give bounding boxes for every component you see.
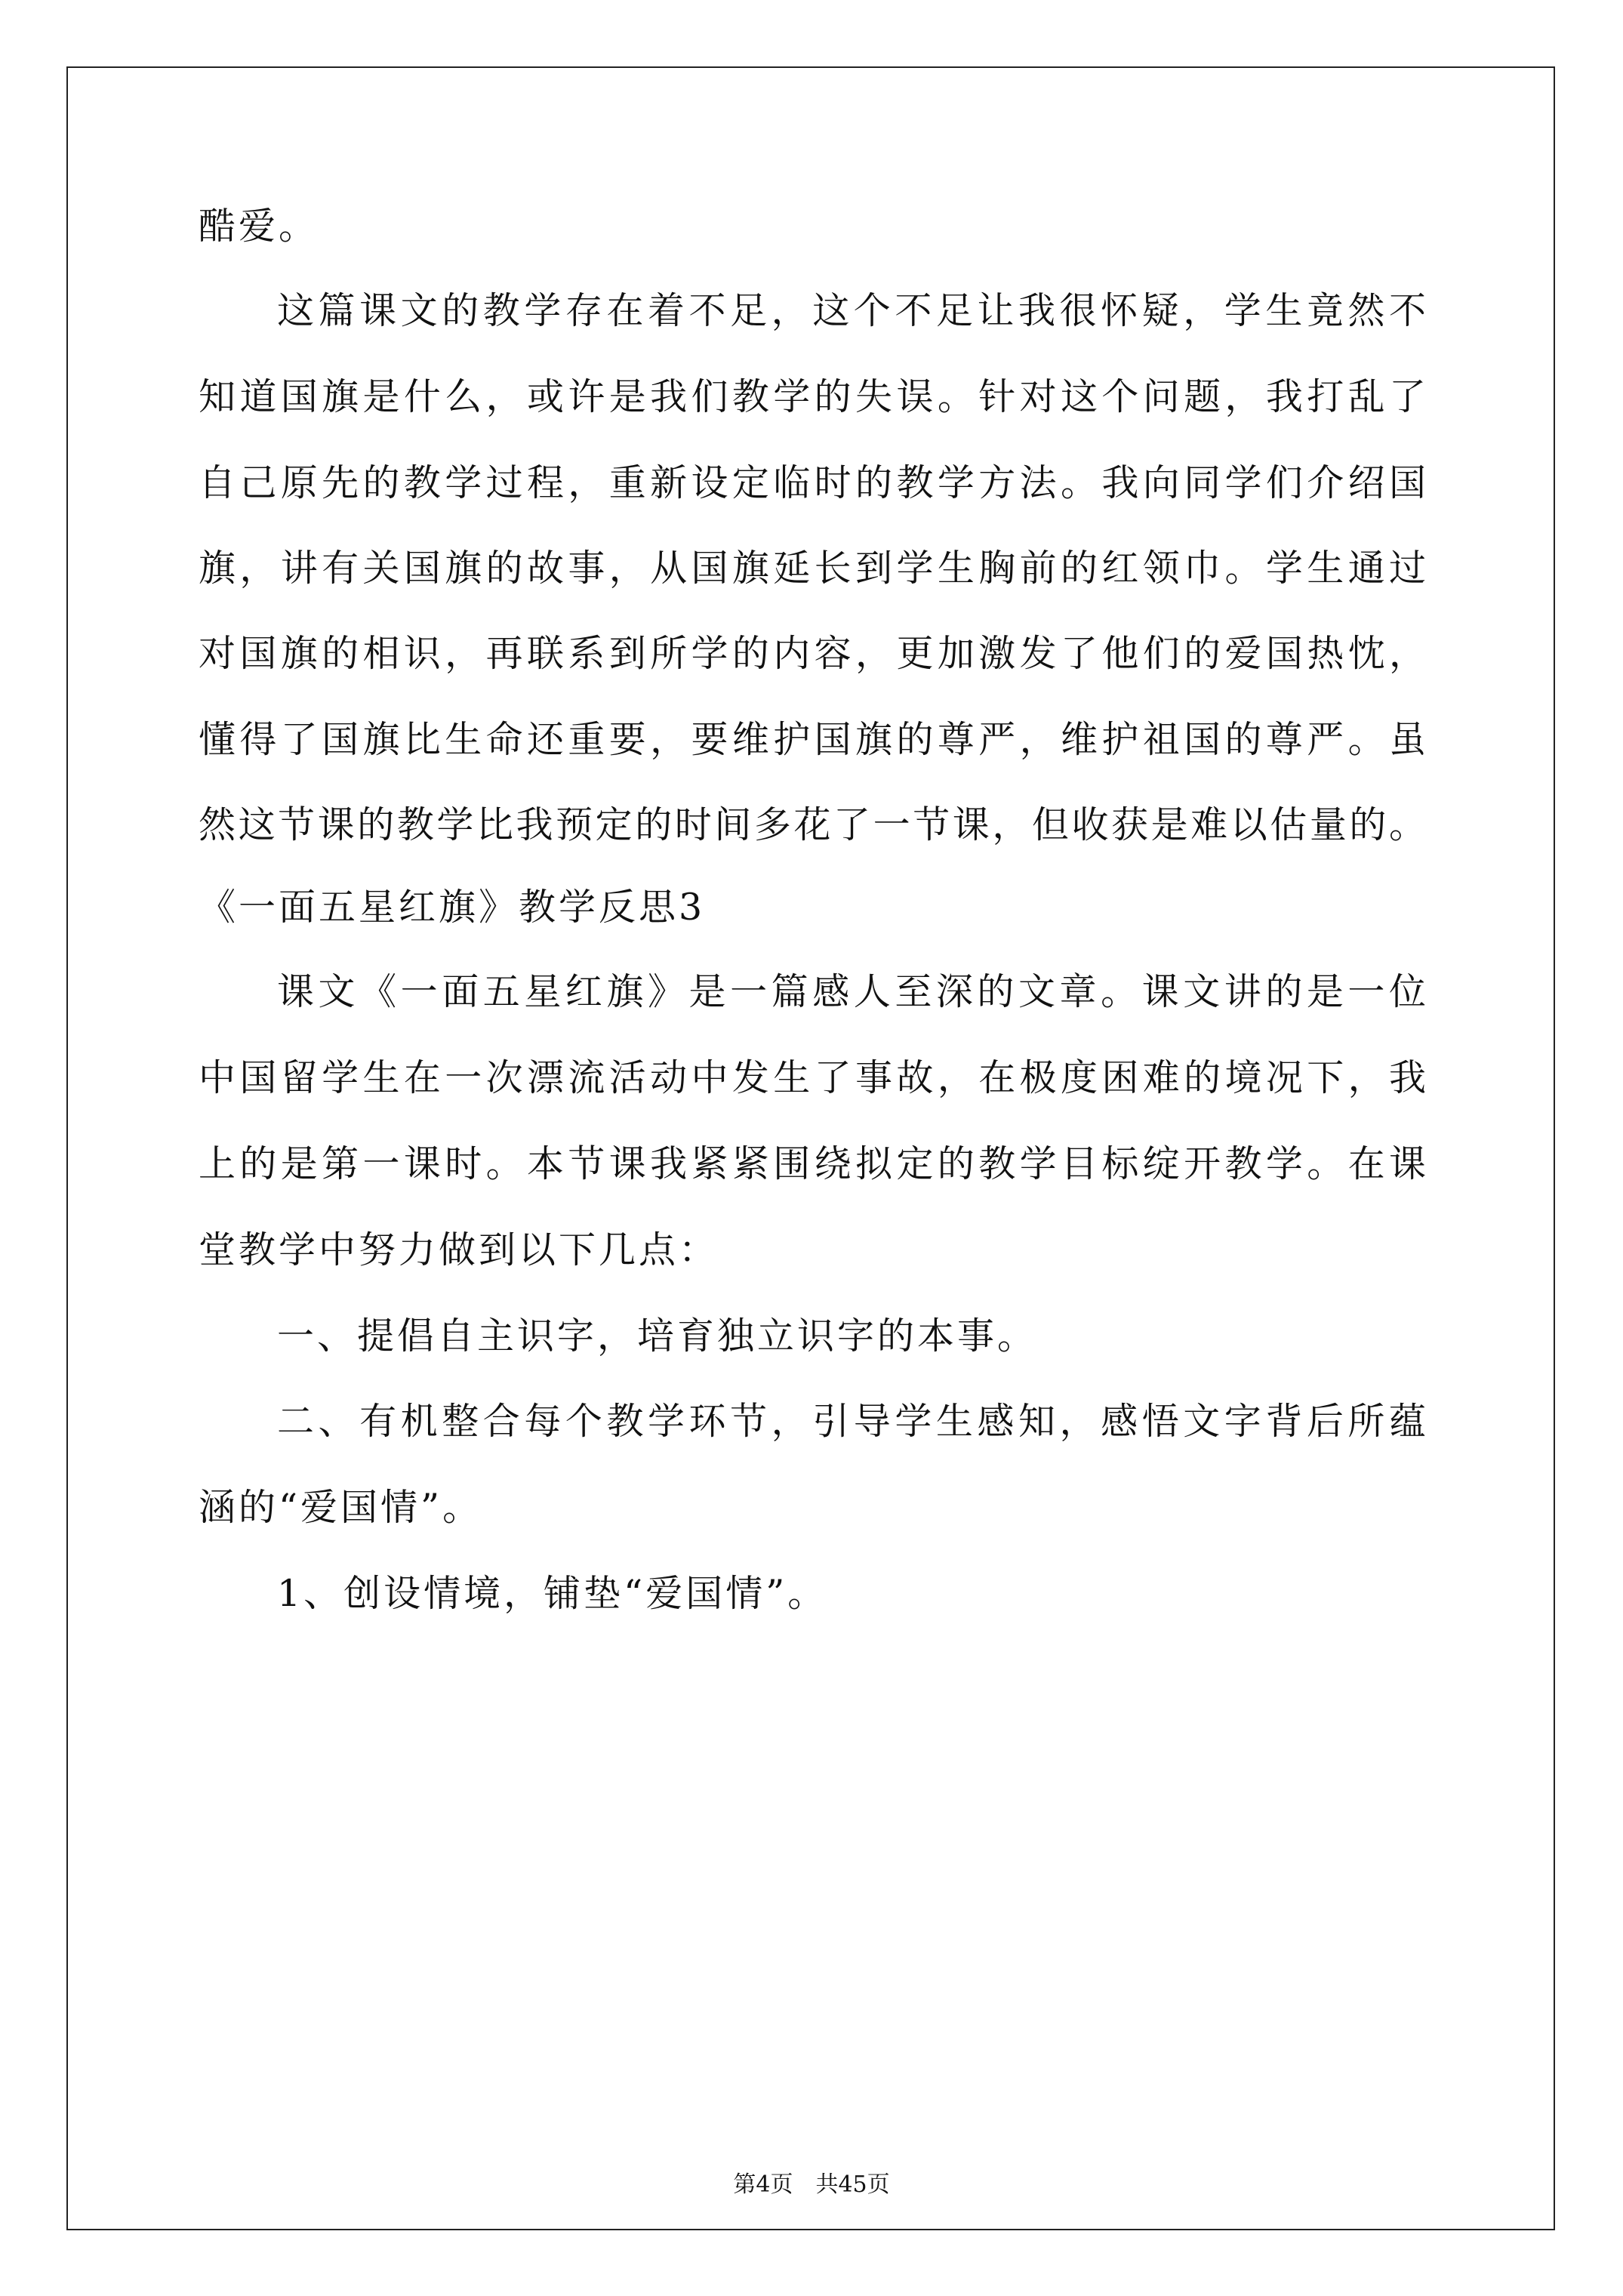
text-line: 1、创设情境，铺垫“爱国情”。 bbox=[277, 1572, 828, 1615]
text-line: 旗，讲有关国旗的故事，从国旗延长到学生胸前的红领巾。学生通过 bbox=[199, 547, 1426, 590]
text-line: 课文《一面五星红旗》是一篇感人至深的文章。课文讲的是一位 bbox=[277, 970, 1426, 1013]
text-line: 二、有机整合每个教学环节，引导学生感知，感悟文字背后所蕴 bbox=[277, 1400, 1426, 1443]
text-line: 知道国旗是什么，或许是我们教学的失误。针对这个问题，我打乱了 bbox=[199, 375, 1426, 418]
text-line: 涵的“爱国情”。 bbox=[199, 1486, 483, 1529]
text-line: 上的是第一课时。本节课我紧紧围绕拟定的教学目标绽开教学。在课 bbox=[199, 1142, 1426, 1185]
text-line: 一、提倡自主识字，培育独立识字的本事。 bbox=[277, 1314, 1038, 1358]
text-line: 堂教学中努力做到以下几点： bbox=[199, 1228, 719, 1271]
section-heading: 《一面五星红旗》教学反思3 bbox=[199, 886, 706, 929]
text-line: 懂得了国旗比生命还重要，要维护国旗的尊严，维护祖国的尊严。虽 bbox=[199, 718, 1426, 761]
text-line: 自己原先的教学过程，重新设定临时的教学方法。我向同学们介绍国 bbox=[199, 461, 1426, 504]
text-line: 这篇课文的教学存在着不足，这个不足让我很怀疑，学生竟然不 bbox=[277, 289, 1426, 332]
text-line: 酷爱。 bbox=[199, 205, 319, 248]
text-line: 对国旗的相识，再联系到所学的内容，更加激发了他们的爱国热忱， bbox=[199, 632, 1426, 675]
text-line: 然这节课的教学比我预定的时间多花了一节课，但收获是难以估量的。 bbox=[199, 803, 1426, 846]
text-line: 中国留学生在一次漂流活动中发生了事故，在极度困难的境况下，我 bbox=[199, 1056, 1426, 1099]
page-number-footer: 第4页 共45页 bbox=[733, 2171, 890, 2198]
